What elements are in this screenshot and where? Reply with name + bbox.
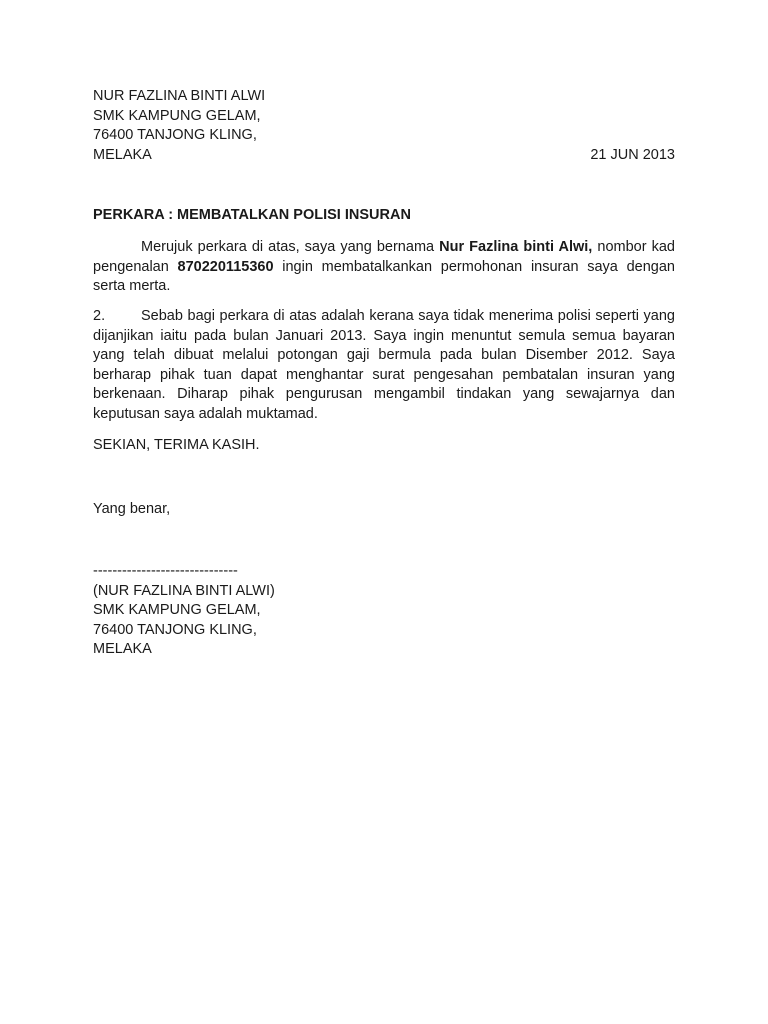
signature-line: ------------------------------ [93, 563, 238, 579]
sender-address [93, 87, 675, 165]
signature-school: SMK KAMPUNG GELAM, [93, 602, 261, 619]
paragraph-2-body: Sebab bagi perkara di atas adalah kerana saya tidak menerima polisi seperti yang dijanjikan iaitu pada bulan Januari 2013. Saya ingin menuntut semula semua bayaran yang telah dibuat melalui potongan gaji bermula pada bulan Disember 2012. Saya berharap pihak tuan dapat menghantar surat pengesahan pembatalan insuran yang berkenaan. Diharap pihak pengurusan mengambil tindakan yang sewajarnya dan keputusan saya adalah muktamad. [93, 308, 675, 422]
sender-name: NUR FAZLINA BINTI ALWI [93, 88, 266, 104]
paragraph-2-number: 2. [93, 308, 106, 324]
signature-block [93, 562, 675, 660]
para1-text-b: nombor kad pengenalan [93, 239, 675, 275]
paragraph-2 [93, 307, 675, 425]
para1-text-c: ingin membatalkankan permohonan insuran saya dengan serta merta. [93, 258, 675, 295]
paragraph-1-text [93, 238, 675, 297]
signature-name: (NUR FAZLINA BINTI ALWI) [93, 582, 275, 599]
para1-text-a: Merujuk perkara di atas, saya yang bernama [141, 239, 440, 255]
para1-bold-ic: 870220115360 [177, 258, 274, 275]
subject-block [93, 206, 675, 226]
paragraph-1 [93, 238, 675, 297]
para1-bold-name: Nur Fazlina binti Alwi, [439, 239, 593, 255]
signature-state: MELAKA [93, 641, 152, 658]
paragraph-2-text [93, 307, 675, 425]
letter-subject: PERKARA : MEMBATALKAN POLISI INSURAN [93, 207, 411, 223]
signoff-text: Yang benar, [93, 501, 171, 517]
signoff-block [93, 500, 675, 520]
closing-block [93, 436, 675, 456]
closing-text: SEKIAN, TERIMA KASIH. [93, 437, 260, 453]
sender-state: MELAKA [93, 146, 152, 163]
sender-postcode-town: 76400 TANJONG KLING, [93, 127, 257, 144]
sender-school: SMK KAMPUNG GELAM, [93, 107, 261, 124]
signature-postcode-town: 76400 TANJONG KLING, [93, 621, 257, 638]
state-date-row [93, 146, 675, 166]
letter-date: 21 JUN 2013 [590, 146, 675, 163]
